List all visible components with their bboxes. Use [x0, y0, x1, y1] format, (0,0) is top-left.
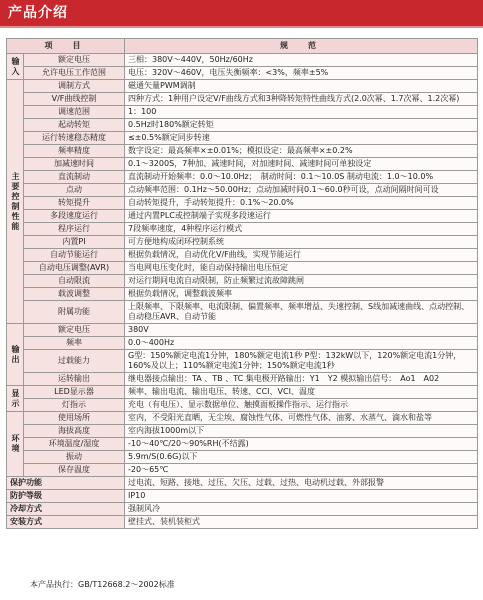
param-value: 室内，不受阳光直晒，无尘埃、腐蚀性气体、可燃性气体、油雾、水蒸气、滴水和盐等: [125, 412, 478, 425]
param-value: -10～40℃/20～90%RH(不结露): [125, 438, 478, 451]
table-row: [7, 262, 478, 275]
param-name: 调制方式: [24, 80, 125, 93]
table-row: [7, 171, 478, 184]
table-row: [7, 464, 478, 477]
param-value: 可方便地构成闭环控制系统: [125, 236, 478, 249]
spec-table: [6, 38, 478, 529]
param-name: 自动电压调整(AVR): [24, 262, 125, 275]
table-row: [7, 249, 478, 262]
table-row: [7, 223, 478, 236]
table-row: [7, 386, 478, 399]
table-row: [7, 145, 478, 158]
table-row: [7, 80, 478, 93]
standard-footer: 本产品执行：GB/T12668.2～2002标准: [30, 580, 175, 589]
table-row: [7, 54, 478, 67]
param-value: 根据负载情况，自动优化V/F曲线，实现节能运行: [125, 249, 478, 262]
param-name: 起动转矩: [24, 119, 125, 132]
param-name: 点动: [24, 184, 125, 197]
param-name: 保护功能: [7, 477, 125, 490]
table-row: [7, 106, 478, 119]
group-output: 输出: [7, 324, 24, 386]
param-value: 强制风冷: [125, 503, 478, 516]
param-value: 频率、输出电流、输出电压、转速、CCI、VCI、温度: [125, 386, 478, 399]
param-value: G型：150%额定电流1分钟，180%额定电流1秒 P型：132kW以下，120%额定电流1分钟，160%及以上；110%额定电流1分钟；150%额定电流1秒: [125, 350, 478, 373]
param-value: 7段频率速度，4种程序运行模式: [125, 223, 478, 236]
param-name: 使用场所: [24, 412, 125, 425]
param-name: 运行转速稳态精度: [24, 132, 125, 145]
param-name: LED显示器: [24, 386, 125, 399]
table-row: [7, 119, 478, 132]
table-row: [7, 275, 478, 288]
param-value: 三相：380V～440V，50Hz/60Hz: [125, 54, 478, 67]
group-control: 主要控制性能: [7, 80, 24, 324]
param-value: 上限频率、下限频率、电流限制、偏置频率、频率增益、失速控制、S线加减速曲线、点动控制、自动稳压AVR、自动节能: [125, 301, 478, 324]
param-name: 防护等级: [7, 490, 125, 503]
param-value: 点动频率范围：0.1Hz～50.00Hz；点动加减时间0.1～60.0秒可设，点动间隔时间可设: [125, 184, 478, 197]
param-name: 自动节能运行: [24, 249, 125, 262]
param-value: 380V: [125, 324, 478, 337]
group-input: 输入: [7, 54, 24, 80]
param-value: 过电流、短路、接地、过压、欠压、过载、过热、电动机过载、外部报警: [125, 477, 478, 490]
param-value: 继电器接点输出：TA 、TB 、TC 集电极开路输出：Y1 Y2 模拟输出信号： Ao1 A02: [125, 373, 478, 386]
table-row: [7, 451, 478, 464]
group-environment: 环境: [7, 412, 24, 477]
table-row: [7, 503, 478, 516]
param-name: 运转输出: [24, 373, 125, 386]
param-name: 安装方式: [7, 516, 125, 529]
param-name: 保存温度: [24, 464, 125, 477]
param-value: 壁挂式、装机装柜式: [125, 516, 478, 529]
group-display: 显示: [7, 386, 24, 412]
page-title: 产品介绍: [8, 5, 68, 21]
param-value: 对运行期间电流自动限制，防止频繁过流故障跳闸: [125, 275, 478, 288]
param-name: 附属功能: [24, 301, 125, 324]
param-name: 频率精度: [24, 145, 125, 158]
table-row: [7, 210, 478, 223]
param-name: 灯指示: [24, 399, 125, 412]
table-row: [7, 236, 478, 249]
table-row: [7, 324, 478, 337]
column-header-spec: 规 范: [125, 39, 478, 54]
param-name: 环境温度/湿度: [24, 438, 125, 451]
table-row: [7, 438, 478, 451]
param-value: 5.9m/S(0.6G)以下: [125, 451, 478, 464]
param-name: 自动限流: [24, 275, 125, 288]
param-name: 频率: [24, 337, 125, 350]
table-row: [7, 184, 478, 197]
table-header-row: [7, 39, 478, 54]
param-value: 磁通矢量PWM调制: [125, 80, 478, 93]
param-value: -20～65℃: [125, 464, 478, 477]
param-name: 振动: [24, 451, 125, 464]
table-row: [7, 490, 478, 503]
table-row: [7, 399, 478, 412]
table-row: [7, 350, 478, 373]
param-value: 当电网电压变化时，能自动保持输出电压恒定: [125, 262, 478, 275]
table-row: [7, 93, 478, 106]
param-value: ≤±0.5%额定同步转速: [125, 132, 478, 145]
param-value: 通过内置PLC或控制端子实现多段速运行: [125, 210, 478, 223]
param-name: 过载能力: [24, 350, 125, 373]
param-value: 四种方式：1种用户设定V/F曲线方式和3种降转矩特性曲线方式(2.0次幂、1.7次幂、1.2次幂): [125, 93, 478, 106]
table-row: [7, 477, 478, 490]
table-row: [7, 132, 478, 145]
param-name: 多段速度运行: [24, 210, 125, 223]
table-row: [7, 425, 478, 438]
table-row: [7, 373, 478, 386]
param-name: 加减速时间: [24, 158, 125, 171]
table-row: [7, 337, 478, 350]
column-header-item: 项 目: [7, 39, 125, 54]
table-row: [7, 412, 478, 425]
param-name: 转矩提升: [24, 197, 125, 210]
param-value: 室内海拔1000m以下: [125, 425, 478, 438]
table-row: [7, 158, 478, 171]
spec-table-body: [7, 54, 478, 529]
table-row: [7, 197, 478, 210]
param-name: 冷却方式: [7, 503, 125, 516]
param-value: 0.0～400Hz: [125, 337, 478, 350]
param-value: 0.1～3200S，7种加、减速时间，对加速时间、减速时间可单独设定: [125, 158, 478, 171]
param-name: 海拔高度: [24, 425, 125, 438]
param-value: 自动转矩提升，手动转矩提升：0.1%～20.0%: [125, 197, 478, 210]
param-name: 额定电压: [24, 324, 125, 337]
table-row: [7, 516, 478, 529]
header-divider: [0, 26, 483, 28]
param-name: 内置PI: [24, 236, 125, 249]
param-value: 数字设定：最高频率×±0.01%；模拟设定：最高频率×±0.2%: [125, 145, 478, 158]
param-name: 载波调整: [24, 288, 125, 301]
param-name: 额定电压: [24, 54, 125, 67]
table-row: [7, 67, 478, 80]
param-value: 根据负载情况，调整载波频率: [125, 288, 478, 301]
param-value: 电压：320V～460V，电压失衡频率：<3%，频率±5%: [125, 67, 478, 80]
param-name: 调速范围: [24, 106, 125, 119]
param-name: 允许电压工作范围: [24, 67, 125, 80]
param-name: V/F曲线控制: [24, 93, 125, 106]
param-value: 直流制动开始频率：0.0～10.0Hz； 制动时间：0.1～10.0S 制动电流：1.0～10.0%: [125, 171, 478, 184]
param-name: 直流制动: [24, 171, 125, 184]
param-value: 1：100: [125, 106, 478, 119]
param-value: 充电（有电压）、显示数据单位、触摸面板操作指示、运行指示: [125, 399, 478, 412]
table-row: [7, 288, 478, 301]
header-bar: [0, 0, 483, 26]
param-name: 程序运行: [24, 223, 125, 236]
param-value: IP10: [125, 490, 478, 503]
table-row: [7, 301, 478, 324]
param-value: 0.5Hz时180%额定转矩: [125, 119, 478, 132]
